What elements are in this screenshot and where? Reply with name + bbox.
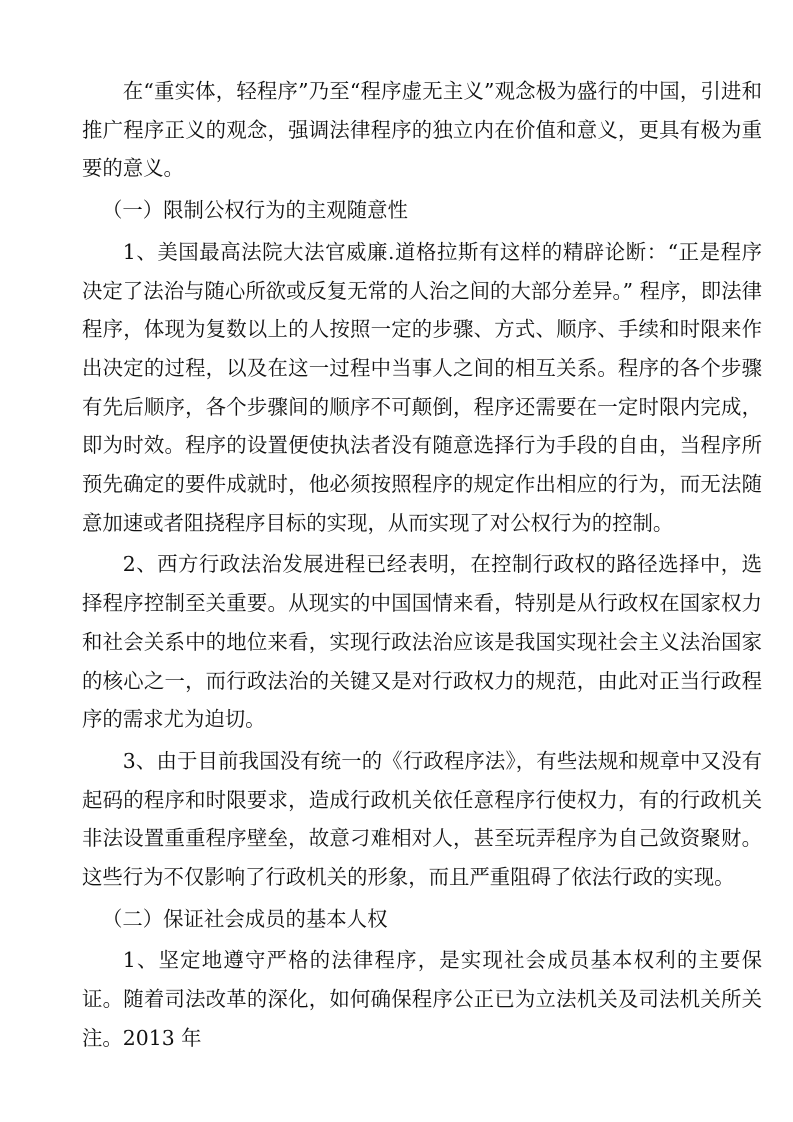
section-heading-1: （一）限制公权行为的主观随意性 — [102, 198, 408, 223]
paragraph-1-3: 3、由于目前我国没有统一的《行政程序法》，有些法规和规章中又没有起码的程序和时限要求，造成行政机关依任意程序行使权力，有的行政机关非法设置重重程序壁垒，故意刁难相对人，甚至玩弄程序为自己敛资聚财。这些行为不仅影响了行政机关的形象，而且严重阻碍了依法行政的实现。 — [82, 748, 762, 890]
paragraph-1-2: 2、西方行政法治发展进程已经表明，在控制行政权的路径选择中，选择程序控制至关重要。从现实的中国国情来看，特别是从行政权在国家权力和社会关系中的地位来看，实现行政法治应该是我国实现社会主义法治国家的核心之一，而行政法治的关键又是对行政权力的规范，由此对正当行政程序的需求尤为迫切。 — [82, 552, 762, 732]
document-page — [82, 72, 762, 1061]
section-heading-2: （二）保证社会成员的基本人权 — [102, 906, 388, 931]
paragraph-2-1: 1、坚定地遵守严格的法律程序，是实现社会成员基本权利的主要保证。随着司法改革的深化，如何确保程序公正已为立法机关及司法机关所关注。2013 年 — [82, 948, 762, 1050]
paragraph-intro: 在“重实体，轻程序”乃至“程序虚无主义”观念极为盛行的中国，引进和推广程序正义的观念，强调法律程序的独立内在价值和意义，更具有极为重要的意义。 — [82, 79, 762, 181]
paragraph-1-1: 1、美国最高法院大法官威廉.道格拉斯有这样的精辟论断：“正是程序决定了法治与随心所欲或反复无常的人治之间的大部分差异。” 程序，即法律程序，体现为复数以上的人按照一定的步骤、方式、顺序、手续和时限来作出决定的过程，以及在这一过程中当事人之间的相互关系。程序的各个步骤有先后顺序，各个步骤间的顺序不可颠倒，程序还需要在一定时限内完成，即为时效。程序的设置便使执法者没有随意选择行为手段的自由，当程序所预先确定的要件成就时，他必须按照程序的规定作出相应的行为，而无法随意加速或者阻挠程序目标的实现，从而实现了对公权行为的控制。 — [82, 239, 762, 535]
